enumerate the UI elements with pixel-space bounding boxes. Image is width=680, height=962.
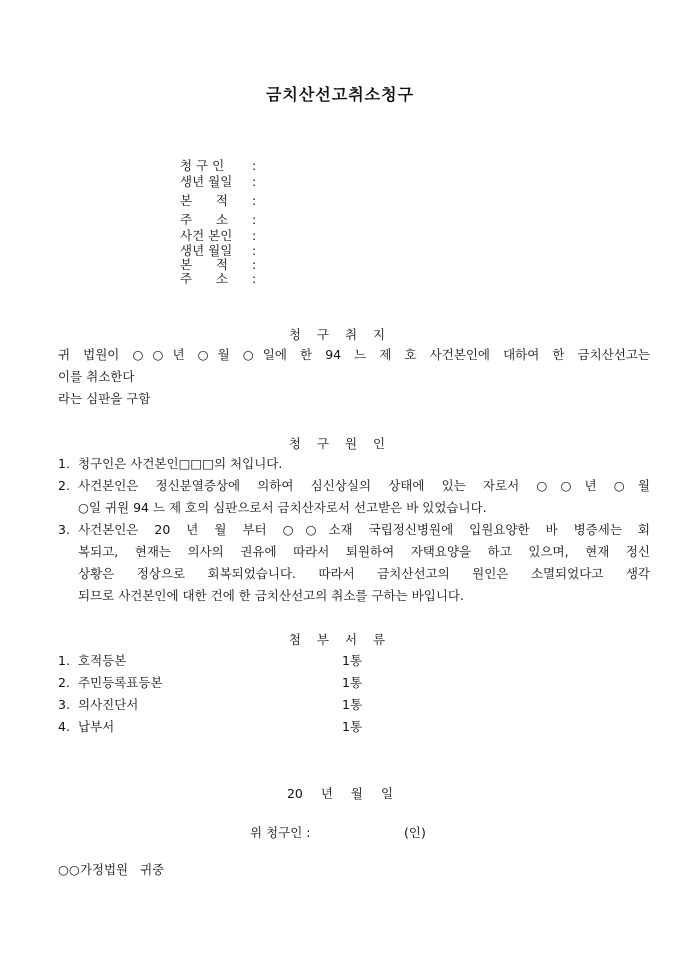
field-subject xyxy=(180,228,262,244)
reason-line: 사건본인은 정신분열증상에 의하여 심신상실의 상태에 있는 자로서 ○○년 ○월 xyxy=(78,478,650,493)
party-info xyxy=(180,158,262,286)
attachment-item xyxy=(58,716,650,738)
attachment-count: 1통 xyxy=(342,653,363,668)
field-subject-address xyxy=(180,272,262,286)
reason-number: 3. xyxy=(58,522,70,537)
reason-number: 2. xyxy=(58,478,70,493)
purpose-line: 귀 법원이 ○○년 ○월 ○일에 한 94 느 제 호 사건본인에 대하여 한 금치산선고는 xyxy=(58,347,650,362)
field-claimant-address xyxy=(180,212,262,228)
field-colon: : xyxy=(252,174,257,189)
field-label: 본 적 xyxy=(180,257,228,272)
attachment-count: 1통 xyxy=(342,719,363,734)
court-addressee: ○○가정법원 귀중 xyxy=(58,862,165,877)
attachment-count: 1통 xyxy=(342,697,363,712)
field-colon: : xyxy=(252,243,257,258)
field-claimant-domicile xyxy=(180,193,262,209)
field-colon: : xyxy=(252,158,257,173)
field-label: 생년 월일 xyxy=(180,243,233,258)
field-subject-birth xyxy=(180,244,262,258)
attachments-heading: 첨 부 서 류 xyxy=(288,632,392,647)
reasons-heading: 청 구 원 인 xyxy=(288,436,392,451)
reason-line: 복되고, 현재는 의사의 권유에 따라서 퇴원하여 자택요양을 하고 있으며, 현재 정신 xyxy=(78,544,650,559)
attachment-number: 2. xyxy=(58,675,70,690)
filing-date: 20 년 월 일 xyxy=(286,786,394,801)
purpose-heading: 청 구 취 지 xyxy=(288,327,392,342)
field-claimant xyxy=(180,158,262,174)
attachment-number: 3. xyxy=(58,697,70,712)
reason-line: ○일 귀원 94 느 제 호의 심판으로서 금치산자로서 선고받은 바 있었습니다. xyxy=(78,500,487,515)
field-claimant-birth xyxy=(180,174,262,190)
field-colon: : xyxy=(252,193,257,208)
reasons-list xyxy=(58,453,650,607)
purpose-line: 라는 심판을 구함 xyxy=(58,391,151,406)
signature-line xyxy=(250,823,426,841)
reason-item xyxy=(58,475,650,519)
field-label: 본 적 xyxy=(180,193,228,208)
purpose-body xyxy=(58,344,650,410)
reason-line: 사건본인은 20 년 월 부터 ○○소재 국립정신병원에 입원요양한 바 병증세는 회 xyxy=(78,522,650,537)
attachment-count: 1통 xyxy=(342,675,363,690)
seal-mark: (인) xyxy=(404,825,426,840)
reason-item xyxy=(58,453,650,475)
field-colon: : xyxy=(252,212,257,227)
attachment-name: 호적등본 xyxy=(78,653,127,668)
attachment-number: 4. xyxy=(58,719,70,734)
attachment-item xyxy=(58,672,650,694)
attachment-item xyxy=(58,650,650,672)
reason-number: 1. xyxy=(58,456,70,471)
field-colon: : xyxy=(252,257,257,272)
attachment-name: 의사진단서 xyxy=(78,697,139,712)
field-label: 청 구 인 xyxy=(180,158,225,173)
field-subject-domicile xyxy=(180,258,262,272)
attachment-item xyxy=(58,694,650,716)
purpose-line: 이를 취소한다 xyxy=(58,369,135,384)
field-label: 생년 월일 xyxy=(180,174,233,189)
attachment-name: 납부서 xyxy=(78,719,115,734)
field-label: 주 소 xyxy=(180,271,228,286)
field-label: 사건 본인 xyxy=(180,228,233,243)
reason-item xyxy=(58,519,650,607)
reason-line: 되므로 사건본인에 대한 건에 한 금치산선고의 취소를 구하는 바입니다. xyxy=(78,588,464,603)
attachment-name: 주민등록표등본 xyxy=(78,675,163,690)
reason-line: 상황은 정상으로 회복되었습니다. 따라서 금치산선고의 원인은 소멸되었다고 생각 xyxy=(78,566,650,581)
attachment-number: 1. xyxy=(58,653,70,668)
document-title: 금치산선고취소청구 xyxy=(265,85,415,104)
field-colon: : xyxy=(252,271,257,286)
field-label: 주 소 xyxy=(180,212,228,227)
attachments-list xyxy=(58,650,650,738)
signer-label: 위 청구인 : xyxy=(250,825,311,840)
reason-line: 청구인은 사건본인□□□의 처입니다. xyxy=(78,456,283,471)
field-colon: : xyxy=(252,228,257,243)
